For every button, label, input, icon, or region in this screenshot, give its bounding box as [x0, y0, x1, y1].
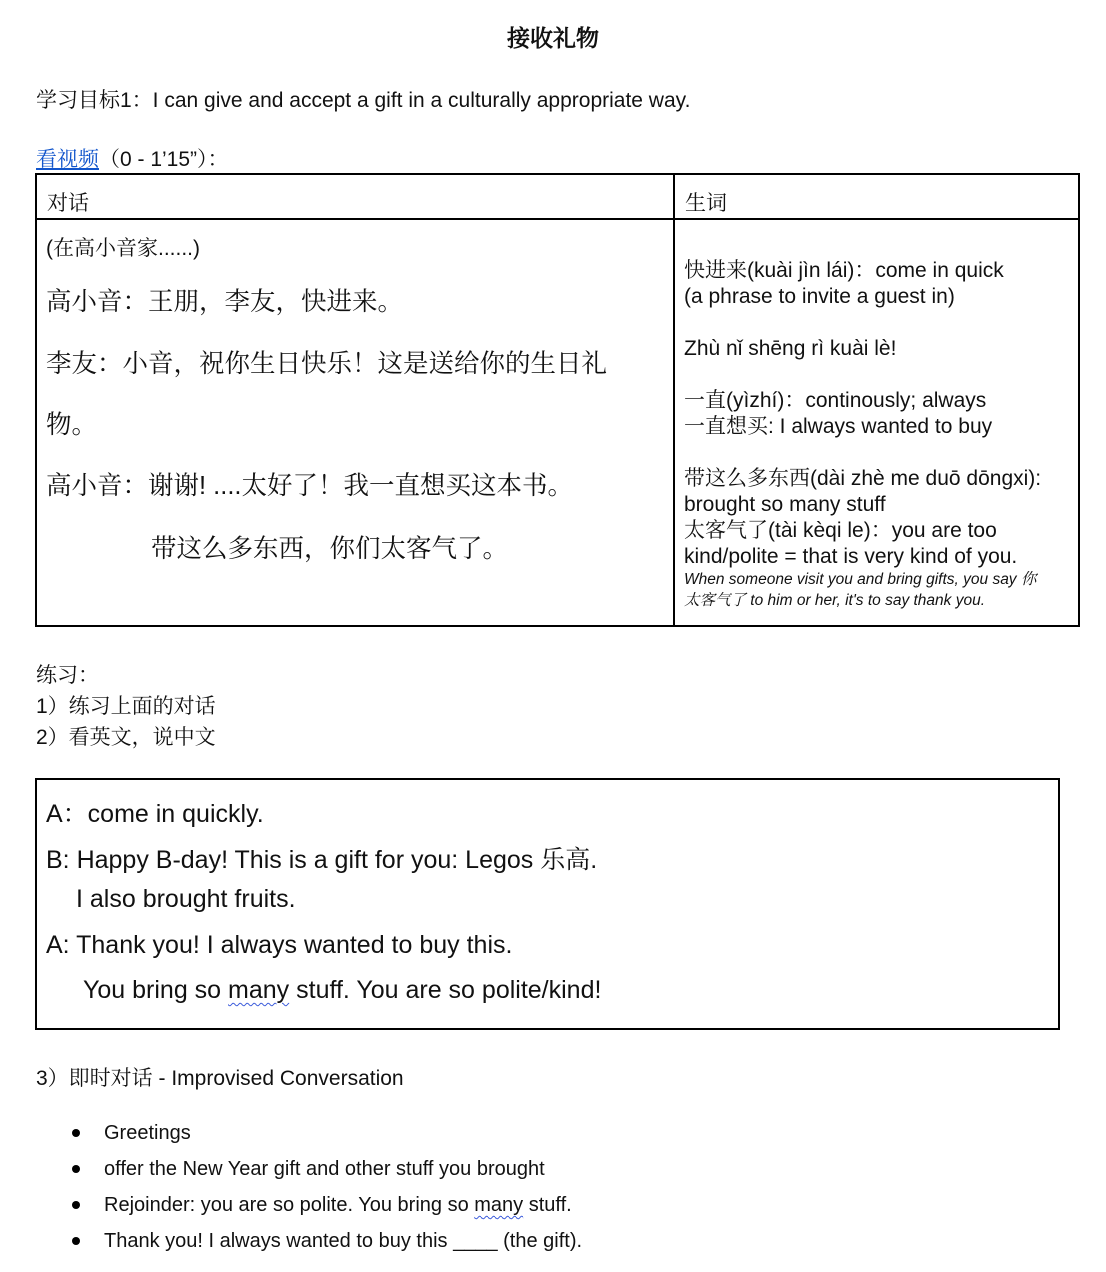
list-item [70, 1153, 582, 1189]
vocab-entry: Zhù nǐ shēng rì kuài lè! [684, 337, 897, 360]
vocab-note: 太客气了 to him or her, it's to say thank you. [684, 592, 986, 609]
vocab-note: When someone visit you and bring gifts, you say 你 [684, 571, 1037, 588]
dialogue-vocab-table [35, 173, 1080, 627]
dialogue-line: 物。 [46, 411, 98, 439]
list-item [70, 1225, 582, 1261]
bullet-icon [72, 1165, 80, 1173]
vocab-entry: 太客气了(tài kèqi le)：you are too [684, 519, 997, 542]
practice-item: 2）看英文，说中文 [36, 726, 216, 749]
exercise-line: B: Happy B-day! This is a gift for you: Legos 乐高. [46, 846, 598, 874]
dialogue-line: 李友：小音，祝你生日快乐！这是送给你的生日礼 [46, 350, 608, 378]
improv-title: 3）即时对话 - Improvised Conversation [36, 1067, 404, 1090]
exercise-line: I also brought fruits. [76, 885, 296, 913]
vocab-cell [674, 219, 1079, 626]
page-title: 接收礼物 [507, 25, 599, 51]
list-item-text: Greetings [104, 1122, 191, 1144]
bullet-icon [72, 1201, 80, 1209]
vocab-entry: 一直想买: I always wanted to buy [684, 415, 993, 438]
list-item-text: offer the New Year gift and other stuff you brought [104, 1158, 545, 1180]
spell-check-word: many [474, 1194, 524, 1216]
practice-item: 1）练习上面的对话 [36, 695, 216, 718]
spell-check-word: many [228, 976, 290, 1004]
watch-video-link[interactable]: 看视频 [36, 148, 99, 171]
learning-goal: 学习目标1：I can give and accept a gift in a culturally appropriate way. [36, 89, 691, 112]
vocab-entry: (a phrase to invite a guest in) [684, 285, 955, 308]
dialogue-cell [36, 219, 674, 626]
dialogue-line: 高小音：王朋，李友，快进来。 [46, 288, 404, 316]
video-range: （0 - 1’15”）： [99, 148, 229, 171]
practice-section [36, 660, 216, 753]
exercise-text: You bring so [83, 976, 229, 1004]
bullet-icon [72, 1129, 80, 1137]
vocab-entry: 一直(yìzhí)：continously; always [684, 389, 987, 412]
vocab-entry: brought so many stuff [684, 493, 886, 516]
exercise-line [83, 976, 601, 1005]
vocab-entry: kind/polite = that is very kind of you. [684, 545, 1018, 568]
header-vocab: 生词 [674, 174, 1079, 219]
list-item-text: stuff. [523, 1194, 572, 1216]
list-item-text: Rejoinder: you are so polite. You bring so [104, 1194, 475, 1216]
dialogue-line: 带这么多东西，你们太客气了。 [151, 535, 509, 563]
improv-list [70, 1117, 582, 1261]
dialogue-scene: (在高小音家......) [46, 237, 200, 260]
vocab-entry: 带这么多东西(dài zhè me duō dōngxi): [684, 467, 1042, 490]
vocab-entry: 快进来(kuài jìn lái)：come in quick [684, 259, 1004, 282]
bullet-icon [72, 1237, 80, 1245]
practice-label: 练习： [36, 664, 99, 687]
list-item [70, 1117, 582, 1153]
dialogue-line: 高小音：谢谢! ....太好了！我一直想买这本书。 [46, 472, 574, 500]
exercise-line: A：come in quickly. [46, 800, 264, 828]
list-item-text: Thank you! I always wanted to buy this ____ (the gift). [104, 1230, 583, 1252]
exercise-line: A: Thank you! I always wanted to buy this. [46, 931, 513, 959]
header-dialogue: 对话 [36, 174, 674, 219]
video-line [36, 143, 229, 173]
exercise-box [35, 778, 1060, 1030]
list-item [70, 1189, 582, 1225]
exercise-text: stuff. You are so polite/kind! [289, 976, 602, 1004]
